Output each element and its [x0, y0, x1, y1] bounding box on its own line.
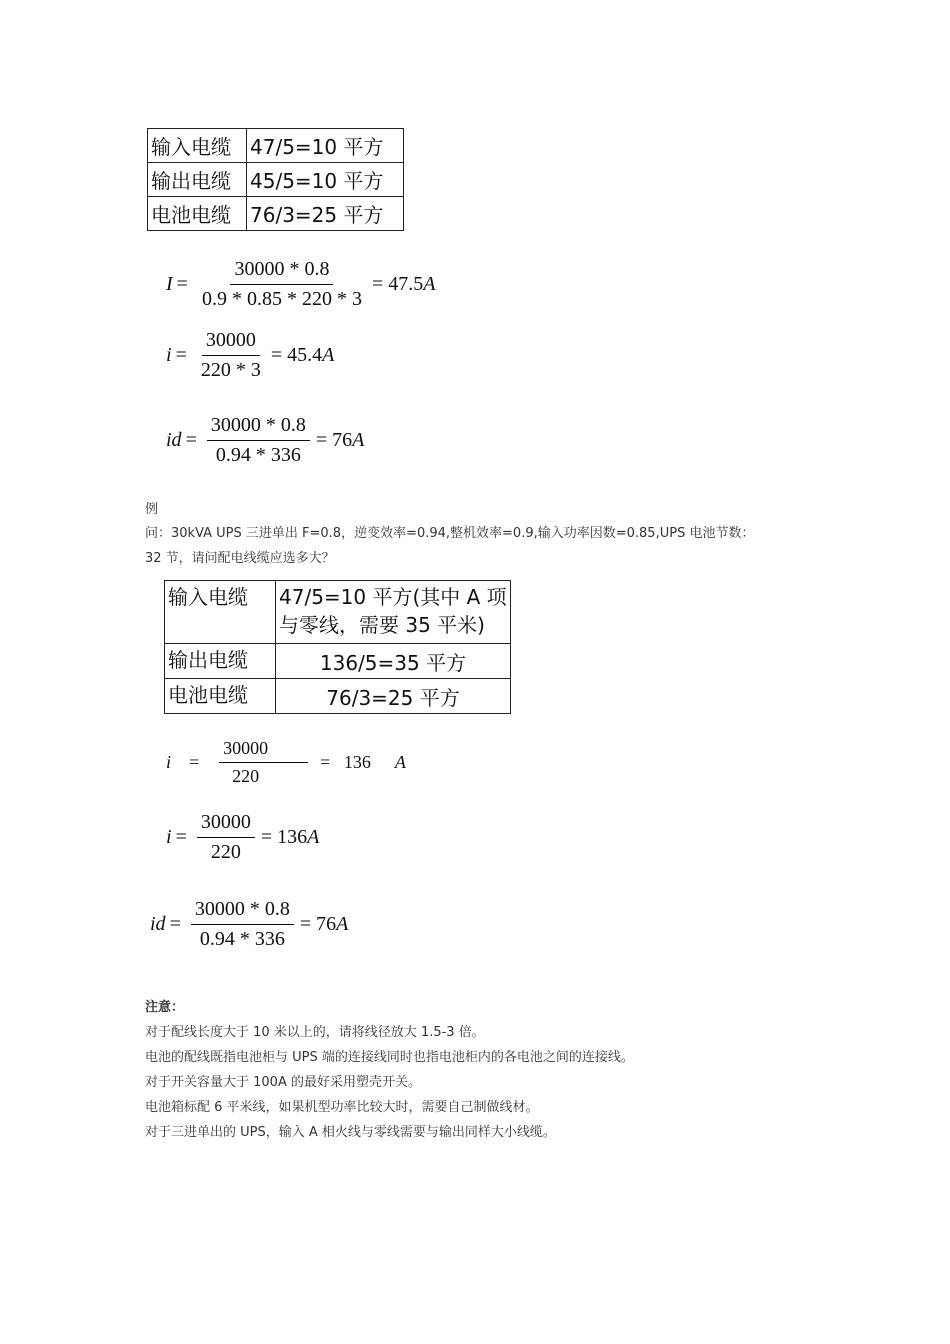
- formula-input-current: [166, 258, 435, 311]
- formula-unit: A: [336, 913, 349, 935]
- formula-fraction: [197, 329, 265, 382]
- note-item: 对于配线长度大于 10 米以上的，请将线径放大 1.5-3 倍。: [145, 1025, 485, 1040]
- formula-fraction: [191, 898, 294, 951]
- formula-unit: A: [394, 752, 406, 772]
- table-cell-label: 输入电缆: [148, 129, 247, 163]
- formula-lhs: i: [166, 344, 172, 366]
- formula-unit: A: [322, 344, 335, 366]
- example-question-line-2: 32 节，请问配电线缆应选多大？: [145, 551, 335, 566]
- formula-equals: =: [169, 913, 181, 935]
- table-row: [165, 679, 511, 714]
- formula-numerator: 30000: [197, 811, 255, 838]
- note-item: 电池的配线既指电池柜与 UPS 端的连接线同时也指电池柜内的各电池之间的连接线。: [145, 1050, 634, 1065]
- note-item: 对于开关容量大于 100A 的最好采用塑壳开关。: [145, 1075, 421, 1090]
- formula-denominator: 0.9 * 0.85 * 220 * 3: [201, 288, 362, 310]
- table-row: [165, 581, 511, 644]
- example-heading: 例: [145, 502, 159, 517]
- note-item: 电池箱标配 6 平米线，如果机型功率比较大时，需要自己制做线材。: [145, 1100, 539, 1115]
- formula-result: = 76: [315, 429, 353, 451]
- formula-unit: A: [352, 429, 365, 451]
- table-row: [148, 129, 404, 163]
- formula-denominator: 220: [210, 841, 241, 863]
- formula-lhs: i: [166, 826, 172, 848]
- formula-equals: =: [189, 752, 200, 772]
- table-cell-label: 输出电缆: [165, 644, 276, 679]
- formula-equals: =: [185, 429, 197, 451]
- formula-battery-current-2: [150, 898, 348, 951]
- table-cell-label: 电池电缆: [165, 679, 276, 714]
- formula-output-current-3: [166, 811, 319, 864]
- table-cell-value: 45/5=10 平方: [247, 163, 404, 197]
- formula-result: = 45.4: [270, 344, 323, 366]
- table-cell-value: 47/5=10 平方: [247, 129, 404, 163]
- table-row: [165, 644, 511, 679]
- formula-denominator: 220 * 3: [200, 359, 261, 381]
- formula-fraction: [198, 258, 366, 311]
- example-question-line-1: 问：30kVA UPS 三进单出 F=0.8，逆变效率=0.94,整机效率=0.9,输入功率因数=0.85,UPS 电池节数：: [145, 526, 755, 541]
- cable-table-1: [147, 128, 404, 231]
- formula-fraction: [197, 811, 255, 864]
- formula-result: = 47.5: [371, 273, 424, 295]
- formula-lhs: id: [150, 913, 166, 935]
- formula-equals: =: [175, 344, 187, 366]
- table-cell-label: 电池电缆: [148, 197, 247, 231]
- table-cell-value: 76/3=25 平方: [247, 197, 404, 231]
- formula-fraction: [219, 738, 308, 787]
- formula-denominator: 0.94 * 336: [199, 928, 285, 950]
- formula-equals: =: [175, 826, 187, 848]
- formula-unit: A: [307, 826, 320, 848]
- formula-lhs: id: [166, 429, 182, 451]
- formula-numerator: 30000: [219, 738, 308, 763]
- formula-numerator: 30000 * 0.8: [230, 258, 333, 285]
- formula-result: = 136: [320, 752, 371, 772]
- table-row: [148, 197, 404, 231]
- formula-output-current-2: [166, 738, 406, 787]
- formula-denominator: 0.94 * 336: [215, 444, 301, 466]
- formula-result: = 76: [299, 913, 337, 935]
- formula-battery-current: [166, 414, 364, 467]
- table-cell-value: 76/3=25 平方: [276, 679, 511, 714]
- formula-lhs: i: [166, 752, 172, 772]
- table-row: [148, 163, 404, 197]
- note-item: 对于三进单出的 UPS，输入 A 相火线与零线需要与输出同样大小线缆。: [145, 1125, 556, 1140]
- table-cell-value: [276, 581, 511, 644]
- formula-lhs: I: [166, 273, 173, 295]
- table-cell-value-line: 与零线，需要 35 平米): [279, 613, 485, 637]
- formula-output-current: [166, 329, 334, 382]
- formula-numerator: 30000: [202, 329, 260, 356]
- table-cell-label: 输出电缆: [148, 163, 247, 197]
- formula-result: = 136: [260, 826, 308, 848]
- formula-unit: A: [423, 273, 436, 295]
- cable-table-2: [164, 580, 511, 714]
- formula-numerator: 30000 * 0.8: [191, 898, 294, 925]
- formula-numerator: 30000 * 0.8: [207, 414, 310, 441]
- formula-fraction: [207, 414, 310, 467]
- formula-equals: =: [176, 273, 188, 295]
- notes-heading: 注意：: [145, 1000, 185, 1015]
- table-cell-label: 输入电缆: [165, 581, 276, 644]
- formula-denominator: 220: [232, 766, 260, 786]
- table-cell-value: 136/5=35 平方: [276, 644, 511, 679]
- table-cell-value-line: 47/5=10 平方(其中 A 项: [279, 585, 507, 609]
